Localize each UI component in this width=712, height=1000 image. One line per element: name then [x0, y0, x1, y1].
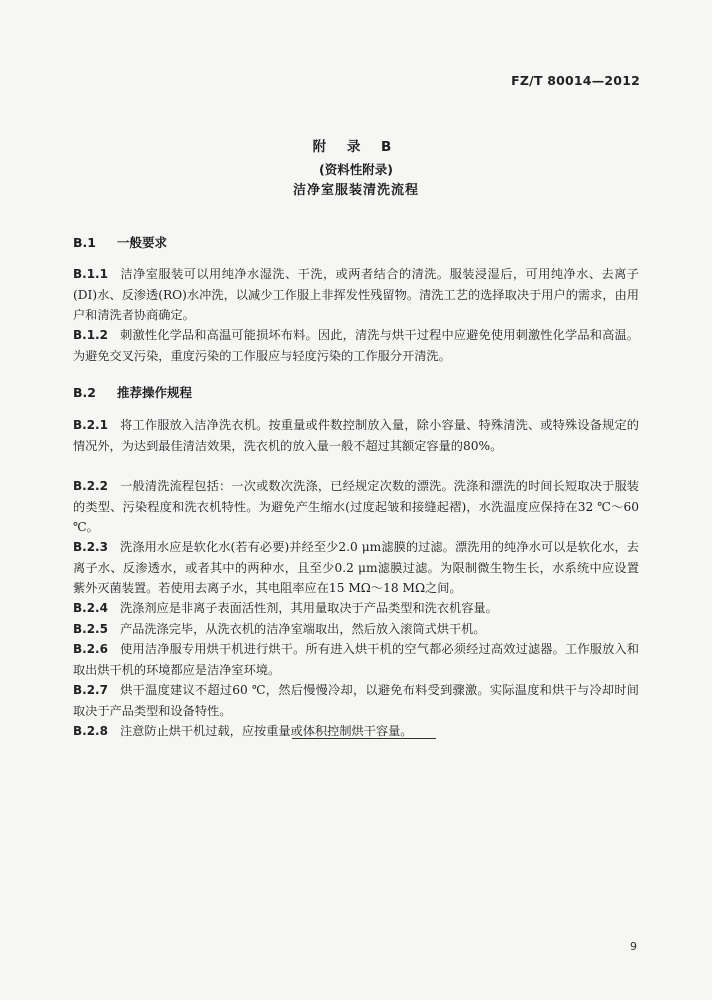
clause-b-2-2: [73, 476, 639, 538]
clause-number: B.2.1: [73, 418, 108, 432]
clause-b-2-7: [73, 680, 639, 721]
clause-text: 使用洁净服专用烘干机进行烘干。所有进入烘干机的空气都必须经过高效过滤器。工作服放入和取出烘干机的环境都应是洁净室环境。: [73, 642, 639, 677]
section-number: B.2: [73, 385, 96, 400]
clause-b-1-2: [73, 325, 639, 366]
section-title: 推荐操作规程: [117, 385, 193, 400]
clause-number: B.2.7: [73, 683, 108, 697]
clause-number: B.2.5: [73, 622, 108, 636]
clause-text: 刺激性化学品和高温可能损坏布料。因此，清洗与烘干过程中应避免使用刺激性化学品和高温。为避免交叉污染，重度污染的工作服应与轻度污染的工作服分开清洗。: [73, 328, 639, 363]
clause-number: B.2.4: [73, 601, 108, 615]
section-heading-b2: [73, 383, 192, 401]
clause-b-1-1: [73, 264, 639, 326]
section-number: B.1: [73, 235, 96, 250]
clause-text: 一般清洗流程包括：一次或数次洗涤，已经规定次数的漂洗。洗涤和漂洗的时间长短取决于服装的类型、污染程度和洗衣机特性。为避免产生缩水(过度起皱和接缝起褶)，水洗温度应保持在32 ℃～60 ℃。: [73, 479, 639, 534]
clause-number: B.2.8: [73, 724, 108, 738]
standard-code: FZ/T 80014—2012: [511, 73, 640, 88]
clause-text: 洗涤剂应是非离子表面活性剂，其用量取决于产品类型和洗衣机容量。: [119, 601, 498, 615]
clause-text: 产品洗涤完毕，从洗衣机的洁净室端取出，然后放入滚筒式烘干机。: [119, 622, 486, 636]
clause-number: B.2.6: [73, 642, 108, 656]
clause-b-2-5: [73, 619, 639, 640]
clause-number: B.1.2: [73, 328, 108, 342]
annex-type: (资料性附录): [319, 162, 393, 177]
clause-text: 烘干温度建议不超过60 ℃，然后慢慢冷却，以避免布料受到骤激。实际温度和烘干与冷却时间取决于产品类型和设备特性。: [73, 683, 639, 718]
annex-label: 附 录 B: [312, 139, 400, 155]
end-rule: [292, 738, 436, 739]
clause-text: 洁净室服装可以用纯净水湿洗、干洗，或两者结合的清洗。服装浸湿后，可用纯净水、去离子(DI)水、反渗透(RO)水冲洗，以减少工作服上非挥发性残留物。清洗工艺的选择取决于用户的需求，由用户和清洗者协商确定。: [73, 267, 639, 322]
clause-b-2-6: [73, 639, 639, 680]
page-number: 9: [630, 940, 637, 953]
clause-b-2-1: [73, 415, 639, 456]
clause-text: 洗涤用水应是软化水(若有必要)并经至少2.0 μm滤膜的过滤。漂洗用的纯净水可以是软化水，去离子水、反渗透水，或者其中的两种水，且至少0.2 μm滤膜过滤。为限制微生物生长，水系统中应设置紫外灭菌装置。若使用去离子水，其电阻率应在15 MΩ～18 MΩ之间。: [73, 540, 639, 595]
clause-b-2-4: [73, 598, 639, 619]
section-heading-b1: [73, 233, 167, 251]
section-title: 一般要求: [117, 235, 168, 250]
clause-b-2-3: [73, 537, 639, 599]
clause-text: 注意防止烘干机过载，应按重量或体积控制烘干容量。: [119, 724, 413, 738]
clause-number: B.2.2: [73, 479, 108, 493]
clause-text: 将工作服放入洁净洗衣机。按重量或件数控制放入量，除小容量、特殊清洗、或特殊设备规定的情况外，为达到最佳清洁效果，洗衣机的放入量一般不超过其额定容量的80%。: [73, 418, 639, 453]
annex-title: 洁净室服装清洗流程: [292, 183, 419, 198]
clause-number: B.2.3: [73, 540, 108, 554]
clause-number: B.1.1: [73, 267, 108, 281]
